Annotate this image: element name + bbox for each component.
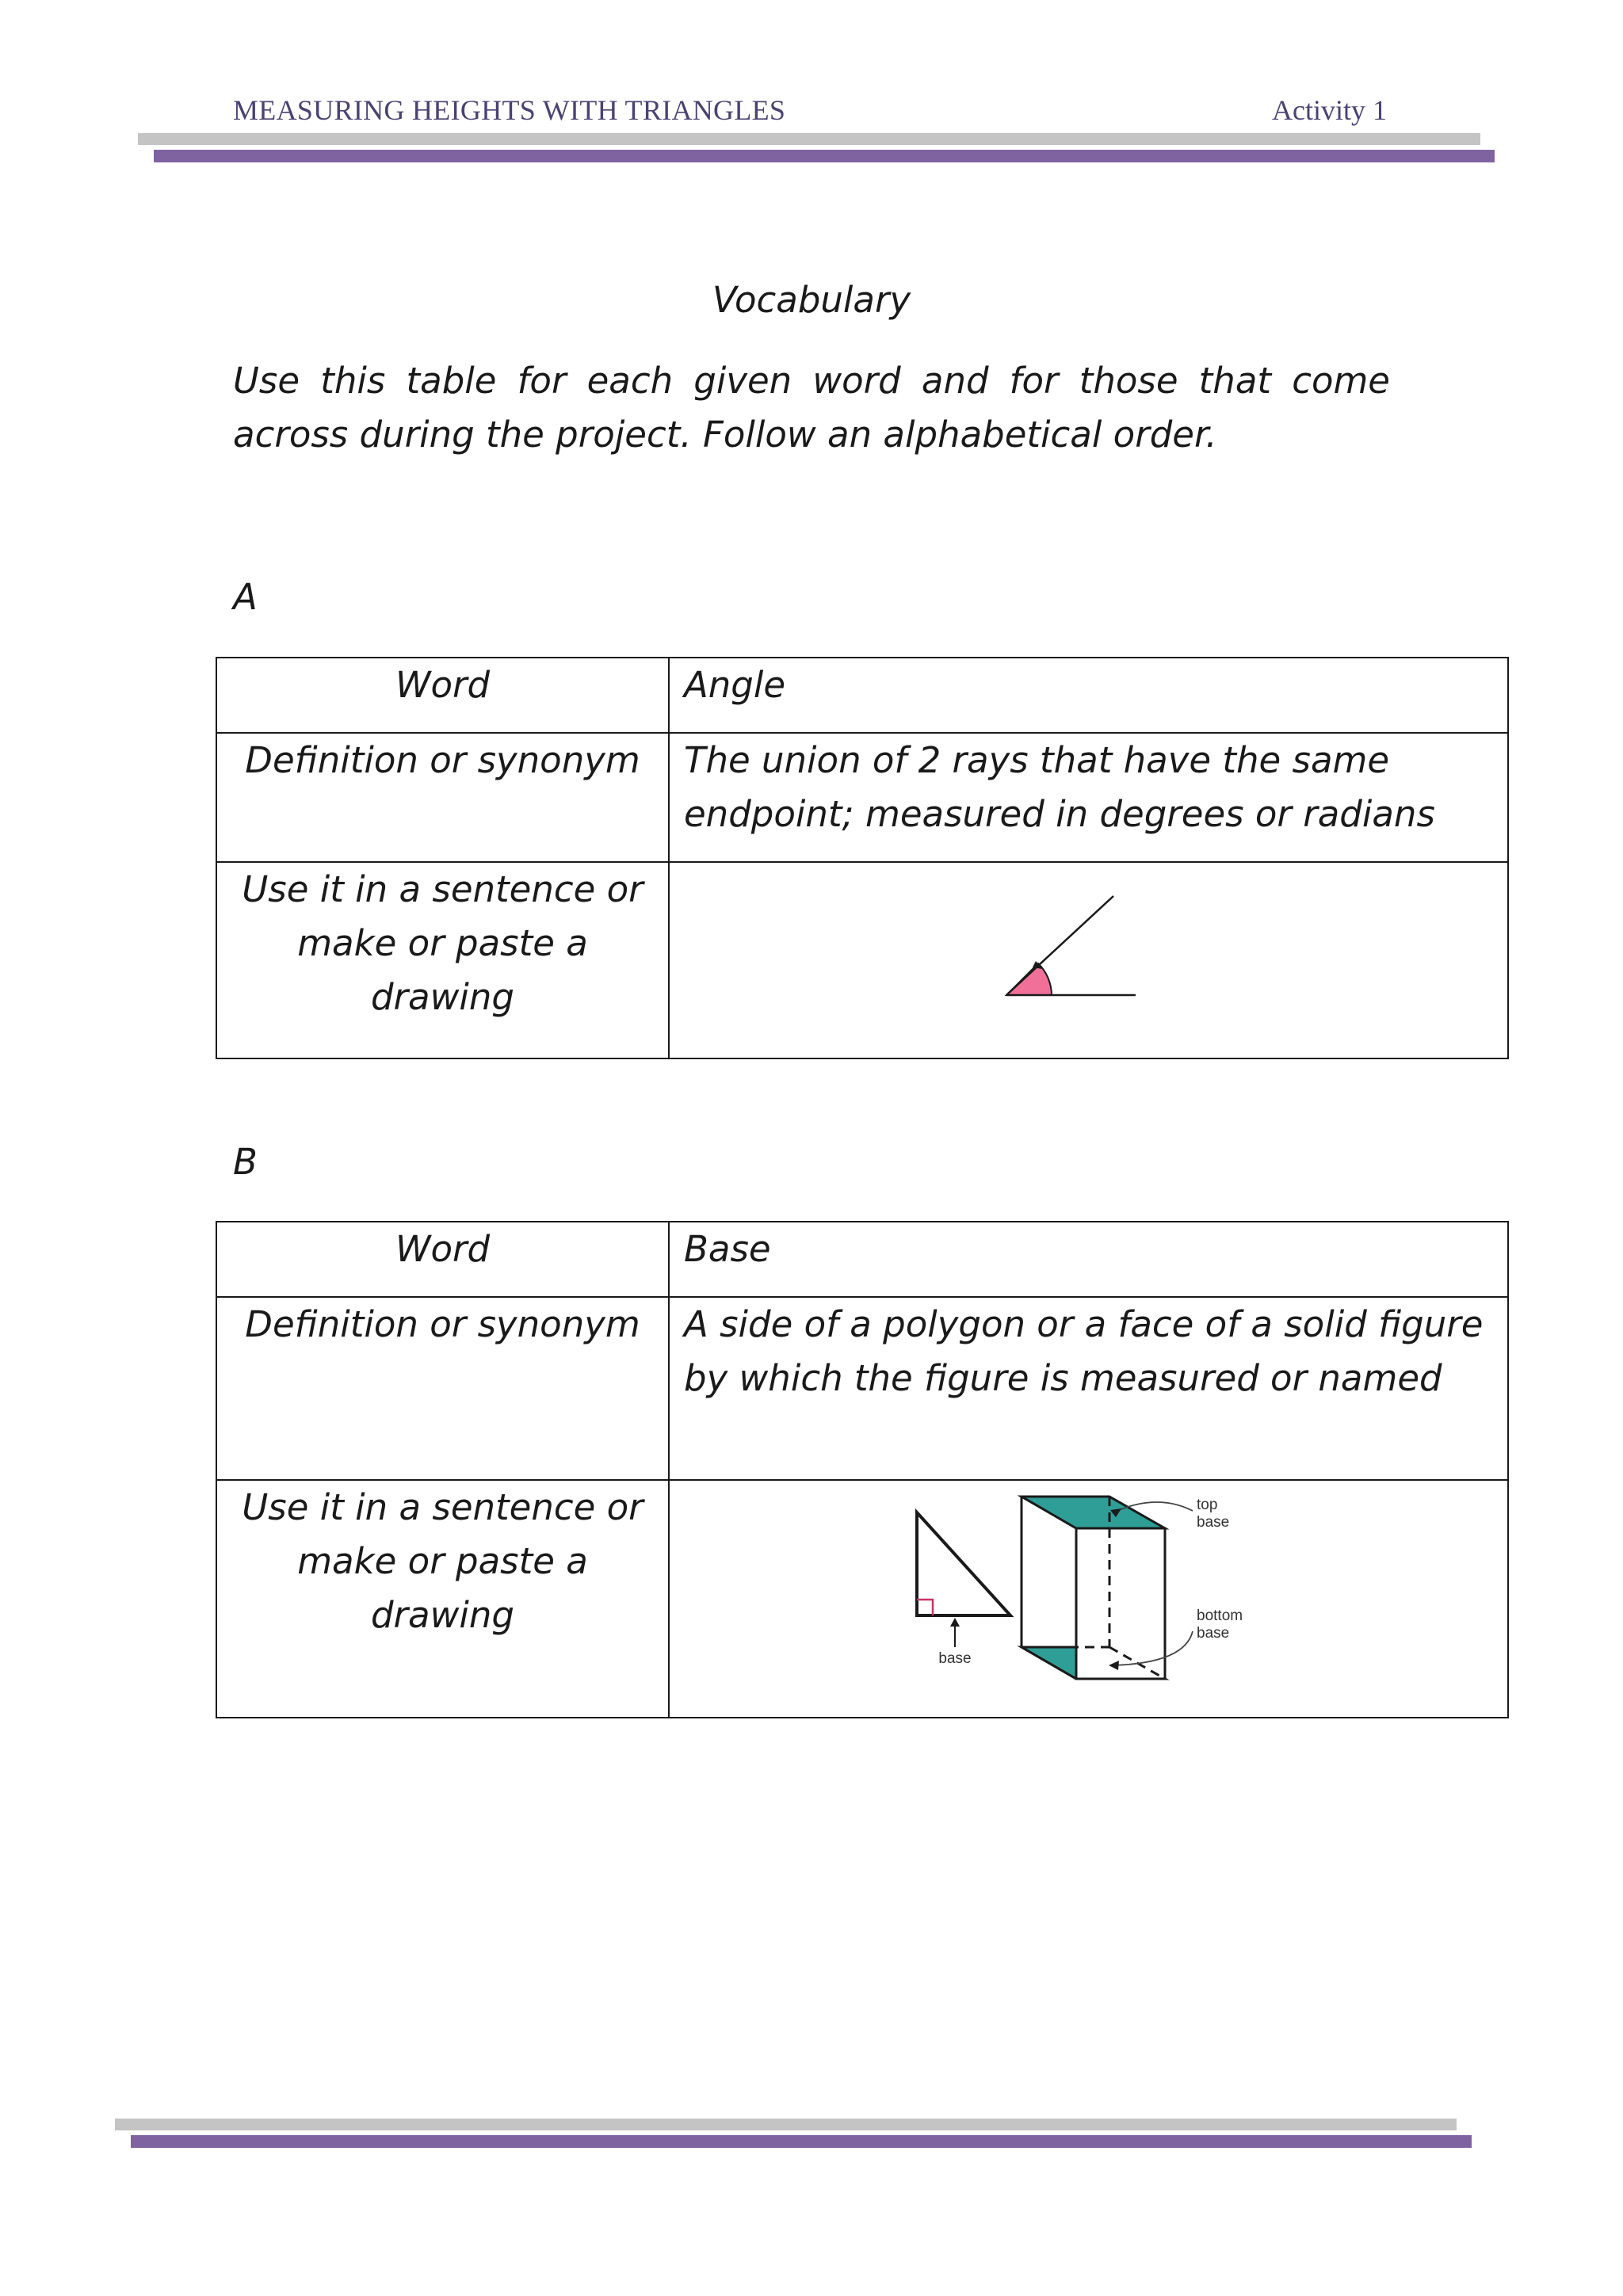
prism-front-face: [1076, 1528, 1165, 1679]
vocab-table-a: [216, 657, 1509, 1059]
word-value: Angle: [669, 658, 1508, 733]
header-activity: Activity 1: [1272, 94, 1387, 126]
base-arrow-icon: [950, 1618, 960, 1627]
header-rule-purple: [154, 150, 1495, 162]
angle-diagram: [670, 863, 1506, 1056]
section-letter-a: A: [233, 576, 258, 618]
triangle-base-label: base: [938, 1650, 972, 1667]
footer-rule-grey: [115, 2119, 1457, 2130]
section-letter-b: B: [233, 1141, 258, 1183]
use-label: Use it in a sentence or make or paste a drawing: [216, 862, 669, 1058]
use-label: Use it in a sentence or make or paste a drawing: [216, 1480, 669, 1718]
intro-paragraph: Use this table for each given word and for those that come across during the project. Follow an alphabetical order.: [233, 360, 1390, 456]
drawing-cell: [669, 862, 1508, 1058]
footer-rule-purple: [131, 2135, 1472, 2148]
drawing-cell: [669, 1480, 1508, 1718]
word-value: Base: [669, 1222, 1508, 1297]
definition-value: The union of 2 rays that have the same endpoint; measured in degrees or radians: [669, 733, 1508, 862]
header-rule-grey: [138, 133, 1480, 145]
page-heading: Vocabulary: [712, 279, 911, 321]
top-base-face: [1022, 1497, 1165, 1528]
top-base-label: top base: [1197, 1497, 1230, 1531]
angle-ray-diagonal: [1006, 896, 1113, 995]
bottom-base-label: bottom base: [1197, 1608, 1243, 1642]
definition-label: Definition or synonym: [216, 733, 669, 862]
vocab-table-b: [216, 1221, 1509, 1718]
base-diagram: [670, 1481, 1506, 1715]
definition-label: Definition or synonym: [216, 1297, 669, 1480]
header-title: MEASURING HEIGHTS WITH TRIANGLES: [233, 94, 786, 126]
word-label: Word: [216, 658, 669, 733]
definition-value: A side of a polygon or a face of a solid figure by which the figure is measured or named: [669, 1297, 1508, 1480]
word-label: Word: [216, 1222, 669, 1297]
angle-arc-fill: [1006, 963, 1052, 995]
